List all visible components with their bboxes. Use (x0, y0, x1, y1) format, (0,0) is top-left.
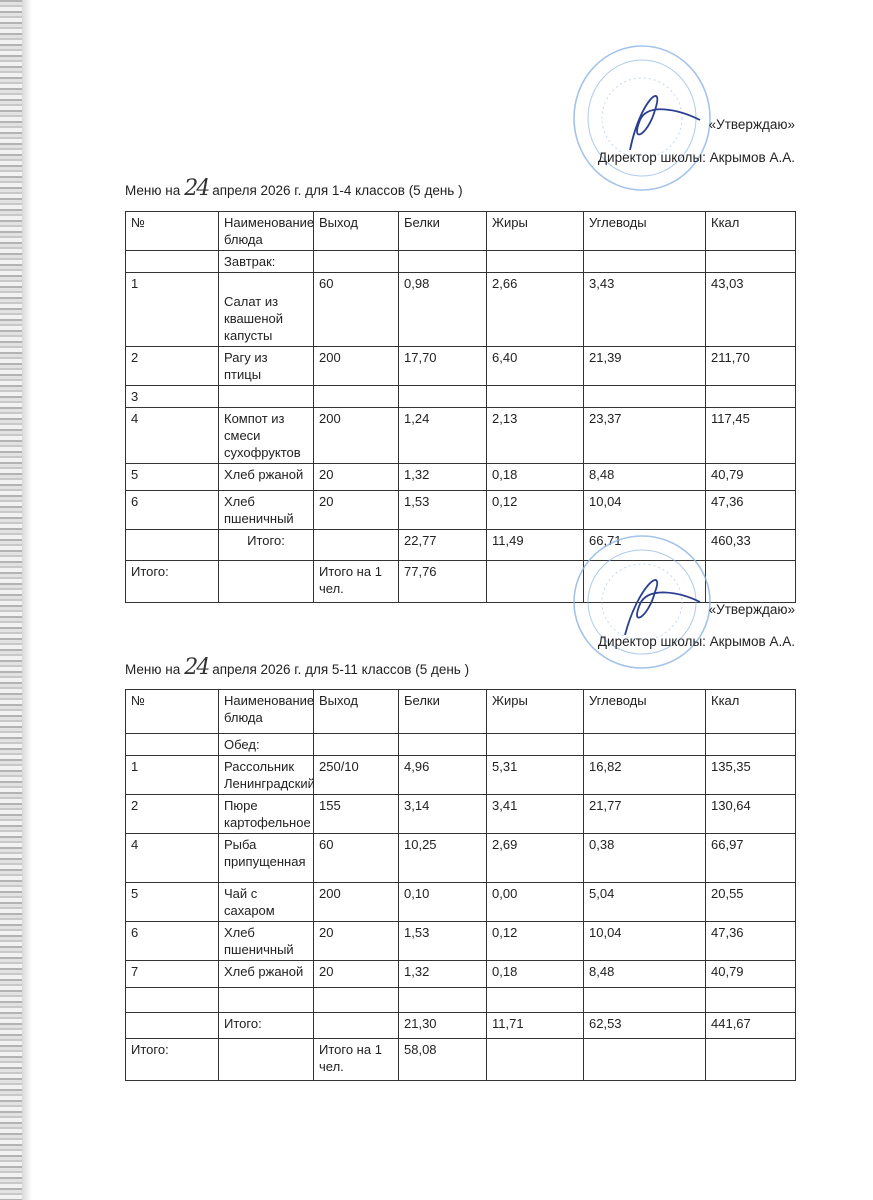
table-cell: 11,49 (487, 530, 584, 561)
table-cell: 5 (126, 883, 219, 922)
table-cell (126, 1013, 219, 1039)
table-cell: Рассольник Ленинградский (219, 756, 314, 795)
table-cell: 2,13 (487, 408, 584, 464)
table-cell: Хлеб пшеничный (219, 922, 314, 961)
table-cell: 20 (314, 491, 399, 530)
table-cell: 20 (314, 464, 399, 491)
table-cell: 66,71 (584, 530, 706, 561)
approve-label: «Утверждаю» (708, 602, 795, 617)
table-cell: 40,79 (706, 961, 796, 988)
table-cell (126, 988, 219, 1013)
menu-table-5-11 (125, 689, 796, 1081)
table-cell: 2 (126, 795, 219, 834)
column-header: Углеводы (584, 690, 706, 734)
table-cell: 1 (126, 273, 219, 347)
table-cell (219, 386, 314, 408)
table-cell (314, 530, 399, 561)
table-cell: 20 (314, 961, 399, 988)
table-cell: Рагу из птицы (219, 347, 314, 386)
column-header: Наименование блюда (219, 212, 314, 251)
table-cell: 1 (126, 756, 219, 795)
table-cell (584, 734, 706, 756)
table-cell: 4,96 (399, 756, 487, 795)
table-cell: 22,77 (399, 530, 487, 561)
table-cell: 0,10 (399, 883, 487, 922)
table-cell (487, 734, 584, 756)
table-cell: 3,41 (487, 795, 584, 834)
table-cell (584, 386, 706, 408)
table-cell: 211,70 (706, 347, 796, 386)
table-cell: 155 (314, 795, 399, 834)
table-cell: 47,36 (706, 922, 796, 961)
table-cell: Итого: (126, 1039, 219, 1081)
school-stamp-seal (570, 530, 720, 680)
table-cell (126, 530, 219, 561)
menu-title (125, 655, 469, 680)
column-header: Углеводы (584, 212, 706, 251)
table-cell: 10,04 (584, 922, 706, 961)
table-cell: Чай с сахаром (219, 883, 314, 922)
table-cell: Итого: (219, 1013, 314, 1039)
table-cell: 1,32 (399, 961, 487, 988)
table-row (126, 347, 796, 386)
table-cell (314, 734, 399, 756)
table-cell: Пюре картофельное (219, 795, 314, 834)
table-cell: Рыба припущенная (219, 834, 314, 883)
title-suffix: апреля 2026 г. для 1-4 классов (5 день ) (212, 183, 463, 198)
title-prefix: Меню на (125, 662, 181, 677)
column-header: Жиры (487, 212, 584, 251)
director-line: Директор школы: Акрымов А.А. (597, 150, 795, 165)
signature-icon (625, 580, 700, 635)
table-cell: 11,71 (487, 1013, 584, 1039)
table-cell: 200 (314, 347, 399, 386)
table-row (126, 922, 796, 961)
table-cell: 77,76 (399, 561, 487, 603)
table-cell (584, 251, 706, 273)
table-cell: Итого на 1 чел. (314, 1039, 399, 1081)
table-cell: 0,18 (487, 961, 584, 988)
table-cell: 117,45 (706, 408, 796, 464)
table-cell: 23,37 (584, 408, 706, 464)
table-cell (126, 251, 219, 273)
column-header: Жиры (487, 690, 584, 734)
table-cell: 5,04 (584, 883, 706, 922)
table-cell: Хлеб ржаной (219, 961, 314, 988)
table-cell (706, 386, 796, 408)
table-cell (219, 561, 314, 603)
table-cell: 4 (126, 408, 219, 464)
table-cell: Хлеб пшеничный (219, 491, 314, 530)
table-cell (706, 1039, 796, 1081)
table-cell: 8,48 (584, 464, 706, 491)
title-suffix: апреля 2026 г. для 5-11 классов (5 день ) (212, 662, 470, 677)
table-cell: Хлеб ржаной (219, 464, 314, 491)
table-cell: 21,77 (584, 795, 706, 834)
table-cell: Компот из смеси сухофруктов (219, 408, 314, 464)
table-cell: 0,12 (487, 922, 584, 961)
title-day-handwritten: 24 (184, 655, 209, 680)
table-cell: 7 (126, 961, 219, 988)
table-cell (487, 386, 584, 408)
table-cell: 10,04 (584, 491, 706, 530)
table-cell: 1,24 (399, 408, 487, 464)
table-cell (314, 988, 399, 1013)
table-cell: 1,32 (399, 464, 487, 491)
table-cell: 200 (314, 883, 399, 922)
table-cell: 4 (126, 834, 219, 883)
table-cell (219, 988, 314, 1013)
column-header: Белки (399, 690, 487, 734)
column-header: № (126, 690, 219, 734)
table-cell (487, 561, 584, 603)
table-row (126, 1013, 796, 1039)
table-cell (219, 1039, 314, 1081)
table-cell: 441,67 (706, 1013, 796, 1039)
table-cell: Салат из квашеной капусты (219, 273, 314, 347)
table-cell: 60 (314, 273, 399, 347)
table-cell: 0,00 (487, 883, 584, 922)
table-cell: 21,30 (399, 1013, 487, 1039)
table-cell: 20,55 (706, 883, 796, 922)
table-row (126, 408, 796, 464)
table-row (126, 273, 796, 347)
table-cell: 130,64 (706, 795, 796, 834)
table-cell: 200 (314, 408, 399, 464)
table-cell: 16,82 (584, 756, 706, 795)
table-row (126, 251, 796, 273)
table-cell (487, 1039, 584, 1081)
column-header: Выход (314, 690, 399, 734)
column-header: № (126, 212, 219, 251)
approve-label: «Утверждаю» (708, 117, 795, 132)
table-row (126, 795, 796, 834)
table-cell (314, 251, 399, 273)
table-cell: 0,18 (487, 464, 584, 491)
table-cell: 5,31 (487, 756, 584, 795)
table-cell: 6 (126, 922, 219, 961)
table-cell: Итого на 1 чел. (314, 561, 399, 603)
table-cell: 250/10 (314, 756, 399, 795)
title-prefix: Меню на (125, 183, 181, 198)
director-line: Директор школы: Акрымов А.А. (597, 634, 795, 649)
table-cell: 2 (126, 347, 219, 386)
table-cell (706, 734, 796, 756)
table-row (126, 834, 796, 883)
title-day-handwritten: 24 (184, 176, 209, 201)
table-cell (706, 251, 796, 273)
table-cell: 60 (314, 834, 399, 883)
column-header: Белки (399, 212, 487, 251)
table-cell: 135,35 (706, 756, 796, 795)
table-cell: Завтрак: (219, 251, 314, 273)
table-cell (126, 734, 219, 756)
table-cell: 21,39 (584, 347, 706, 386)
table-cell: 20 (314, 922, 399, 961)
column-header: Ккал (706, 690, 796, 734)
table-cell: Обед: (219, 734, 314, 756)
table-row (126, 491, 796, 530)
table-cell: Итого: (219, 530, 314, 561)
table-cell: 0,38 (584, 834, 706, 883)
table-row (126, 464, 796, 491)
table-cell (399, 734, 487, 756)
table-cell: 2,69 (487, 834, 584, 883)
table-cell (314, 386, 399, 408)
column-header: Наименование блюда (219, 690, 314, 734)
table-cell: 17,70 (399, 347, 487, 386)
table-header-row (126, 690, 796, 734)
table-cell: 47,36 (706, 491, 796, 530)
table-cell: 0,98 (399, 273, 487, 347)
column-header: Выход (314, 212, 399, 251)
table-cell: 66,97 (706, 834, 796, 883)
scan-edge-noise (0, 0, 22, 1200)
table-header-row (126, 212, 796, 251)
table-cell: 0,12 (487, 491, 584, 530)
table-cell: 1,53 (399, 491, 487, 530)
column-header: Ккал (706, 212, 796, 251)
table-cell: 10,25 (399, 834, 487, 883)
table-cell (487, 988, 584, 1013)
table-cell (399, 988, 487, 1013)
table-cell (584, 1039, 706, 1081)
table-cell: Итого: (126, 561, 219, 603)
table-row (126, 756, 796, 795)
scan-edge-shadow (22, 0, 32, 1200)
table-cell (399, 386, 487, 408)
table-row (126, 386, 796, 408)
table-cell: 1,53 (399, 922, 487, 961)
table-row (126, 1039, 796, 1081)
school-stamp-seal (570, 40, 720, 200)
table-cell: 460,33 (706, 530, 796, 561)
table-cell: 62,53 (584, 1013, 706, 1039)
table-cell: 40,79 (706, 464, 796, 491)
table-cell: 58,08 (399, 1039, 487, 1081)
table-cell: 6 (126, 491, 219, 530)
table-cell: 8,48 (584, 961, 706, 988)
table-cell: 6,40 (487, 347, 584, 386)
menu-title (125, 176, 463, 201)
table-row (126, 734, 796, 756)
table-cell (399, 251, 487, 273)
table-row (126, 883, 796, 922)
table-cell: 5 (126, 464, 219, 491)
table-cell: 43,03 (706, 273, 796, 347)
table-row (126, 961, 796, 988)
table-cell: 3 (126, 386, 219, 408)
table-row (126, 988, 796, 1013)
table-cell: 3,43 (584, 273, 706, 347)
table-cell: 2,66 (487, 273, 584, 347)
table-cell (584, 988, 706, 1013)
table-cell: 3,14 (399, 795, 487, 834)
table-cell (706, 988, 796, 1013)
table-cell (314, 1013, 399, 1039)
table-cell (487, 251, 584, 273)
signature-icon (630, 96, 700, 150)
